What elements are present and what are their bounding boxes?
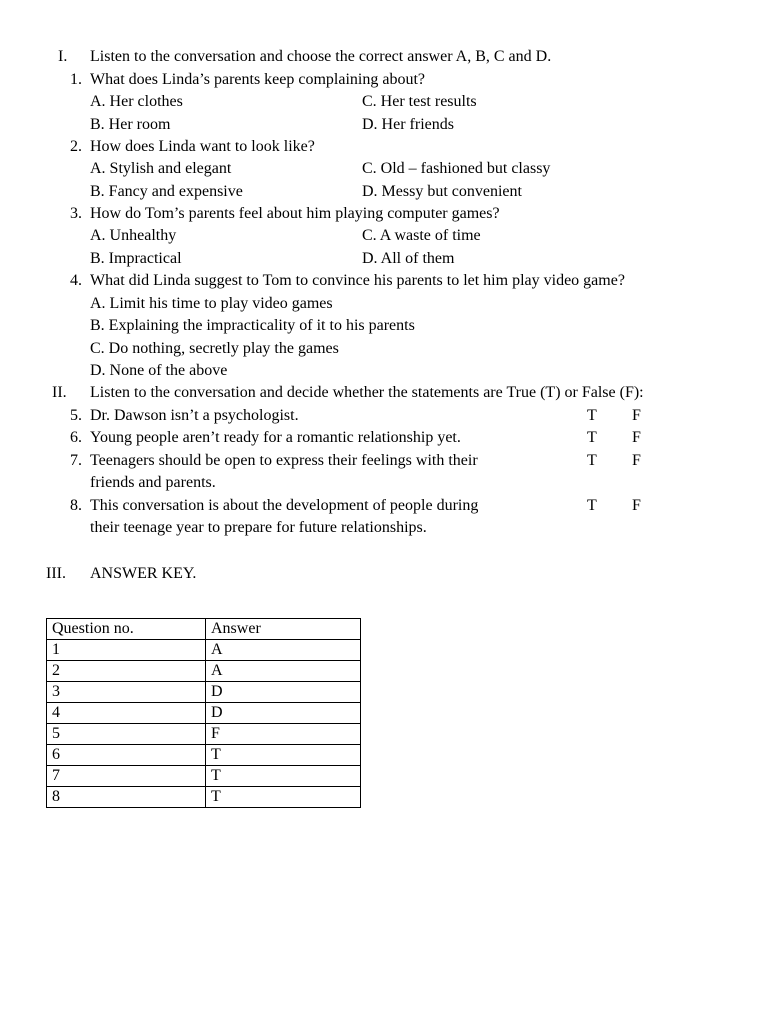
question-cell: 5	[47, 724, 206, 745]
option-a: A. Limit his time to play video games	[90, 295, 333, 312]
option-d: D. None of the above	[90, 362, 228, 379]
true-option: T	[587, 452, 597, 469]
question-1	[0, 69, 768, 91]
option-b: B. Her room	[90, 116, 171, 133]
section-3-title: ANSWER KEY.	[90, 565, 197, 582]
option-c: C. A waste of time	[362, 227, 481, 244]
false-option: F	[632, 429, 641, 446]
option-a: A. Her clothes	[90, 93, 183, 110]
true-option: T	[587, 497, 597, 514]
option-b: B. Explaining the impracticality of it to his parents	[90, 317, 415, 334]
section-3-numeral: III.	[46, 565, 66, 582]
statement-5	[0, 405, 768, 427]
section-2-instruction: Listen to the conversation and decide whether the statements are True (T) or False (F):	[90, 384, 644, 401]
statement-number: 8.	[70, 497, 82, 514]
section-2-numeral: II.	[52, 384, 67, 401]
table-row	[47, 787, 361, 808]
answer-cell: D	[206, 682, 361, 703]
statement-7	[0, 450, 768, 472]
false-option: F	[632, 407, 641, 424]
statement-text: This conversation is about the development of people during	[90, 497, 479, 514]
table-row	[47, 640, 361, 661]
question-1-options-row-2	[0, 114, 768, 136]
column-header-question: Question no.	[47, 619, 206, 640]
question-cell: 7	[47, 766, 206, 787]
statement-text-continued: their teenage year to prepare for future relationships.	[90, 519, 427, 536]
table-row	[47, 766, 361, 787]
question-2-options-row-1	[0, 158, 768, 180]
statement-text: Dr. Dawson isn’t a psychologist.	[90, 407, 299, 424]
true-option: T	[587, 407, 597, 424]
answer-cell: T	[206, 745, 361, 766]
statement-number: 7.	[70, 452, 82, 469]
question-text: What did Linda suggest to Tom to convince his parents to let him play video game?	[90, 272, 625, 289]
statement-text: Teenagers should be open to express their feelings with their	[90, 452, 478, 469]
table-header-row	[47, 619, 361, 640]
statement-number: 5.	[70, 407, 82, 424]
statement-text-continued: friends and parents.	[90, 474, 216, 491]
question-text: How do Tom’s parents feel about him playing computer games?	[90, 205, 500, 222]
statement-number: 6.	[70, 429, 82, 446]
true-option: T	[587, 429, 597, 446]
option-b: B. Impractical	[90, 250, 182, 267]
question-number: 1.	[70, 71, 82, 88]
false-option: F	[632, 497, 641, 514]
question-3	[0, 203, 768, 225]
table-row	[47, 703, 361, 724]
question-cell: 3	[47, 682, 206, 703]
question-number: 4.	[70, 272, 82, 289]
section-3-header	[0, 563, 768, 585]
answer-cell: A	[206, 661, 361, 682]
answer-cell: T	[206, 787, 361, 808]
statement-7-continuation	[0, 472, 768, 494]
statement-text: Young people aren’t ready for a romantic relationship yet.	[90, 429, 461, 446]
option-c: C. Old – fashioned but classy	[362, 160, 551, 177]
column-header-answer: Answer	[206, 619, 361, 640]
question-number: 2.	[70, 138, 82, 155]
table-row	[47, 724, 361, 745]
option-a: A. Unhealthy	[90, 227, 177, 244]
table-row	[47, 661, 361, 682]
option-c: C. Do nothing, secretly play the games	[90, 340, 339, 357]
table-row	[47, 745, 361, 766]
option-d: D. Her friends	[362, 116, 454, 133]
question-4-option-c-row	[0, 338, 768, 360]
section-1-instruction: Listen to the conversation and choose the correct answer A, B, C and D.	[90, 48, 552, 65]
section-1-numeral: I.	[58, 48, 68, 65]
question-cell: 8	[47, 787, 206, 808]
question-3-options-row-2	[0, 248, 768, 270]
question-2-options-row-2	[0, 181, 768, 203]
section-2-header	[0, 382, 768, 404]
option-d: D. All of them	[362, 250, 455, 267]
statement-6	[0, 427, 768, 449]
question-2	[0, 136, 768, 158]
option-c: C. Her test results	[362, 93, 477, 110]
answer-cell: T	[206, 766, 361, 787]
question-4-option-d-row	[0, 360, 768, 382]
question-cell: 4	[47, 703, 206, 724]
question-4	[0, 270, 768, 292]
question-text: What does Linda’s parents keep complaining about?	[90, 71, 426, 88]
section-1-header	[0, 46, 768, 68]
statement-8	[0, 495, 768, 517]
question-4-option-b-row	[0, 315, 768, 337]
option-a: A. Stylish and elegant	[90, 160, 232, 177]
answer-cell: F	[206, 724, 361, 745]
question-cell: 6	[47, 745, 206, 766]
question-number: 3.	[70, 205, 82, 222]
question-cell: 2	[47, 661, 206, 682]
answer-cell: D	[206, 703, 361, 724]
answer-key-table	[46, 618, 361, 808]
false-option: F	[632, 452, 641, 469]
table-row	[47, 682, 361, 703]
option-d: D. Messy but convenient	[362, 183, 522, 200]
question-4-option-a-row	[0, 293, 768, 315]
question-1-options-row-1	[0, 91, 768, 113]
statement-8-continuation	[0, 517, 768, 539]
question-cell: 1	[47, 640, 206, 661]
question-3-options-row-1	[0, 225, 768, 247]
question-text: How does Linda want to look like?	[90, 138, 315, 155]
answer-cell: A	[206, 640, 361, 661]
option-b: B. Fancy and expensive	[90, 183, 243, 200]
